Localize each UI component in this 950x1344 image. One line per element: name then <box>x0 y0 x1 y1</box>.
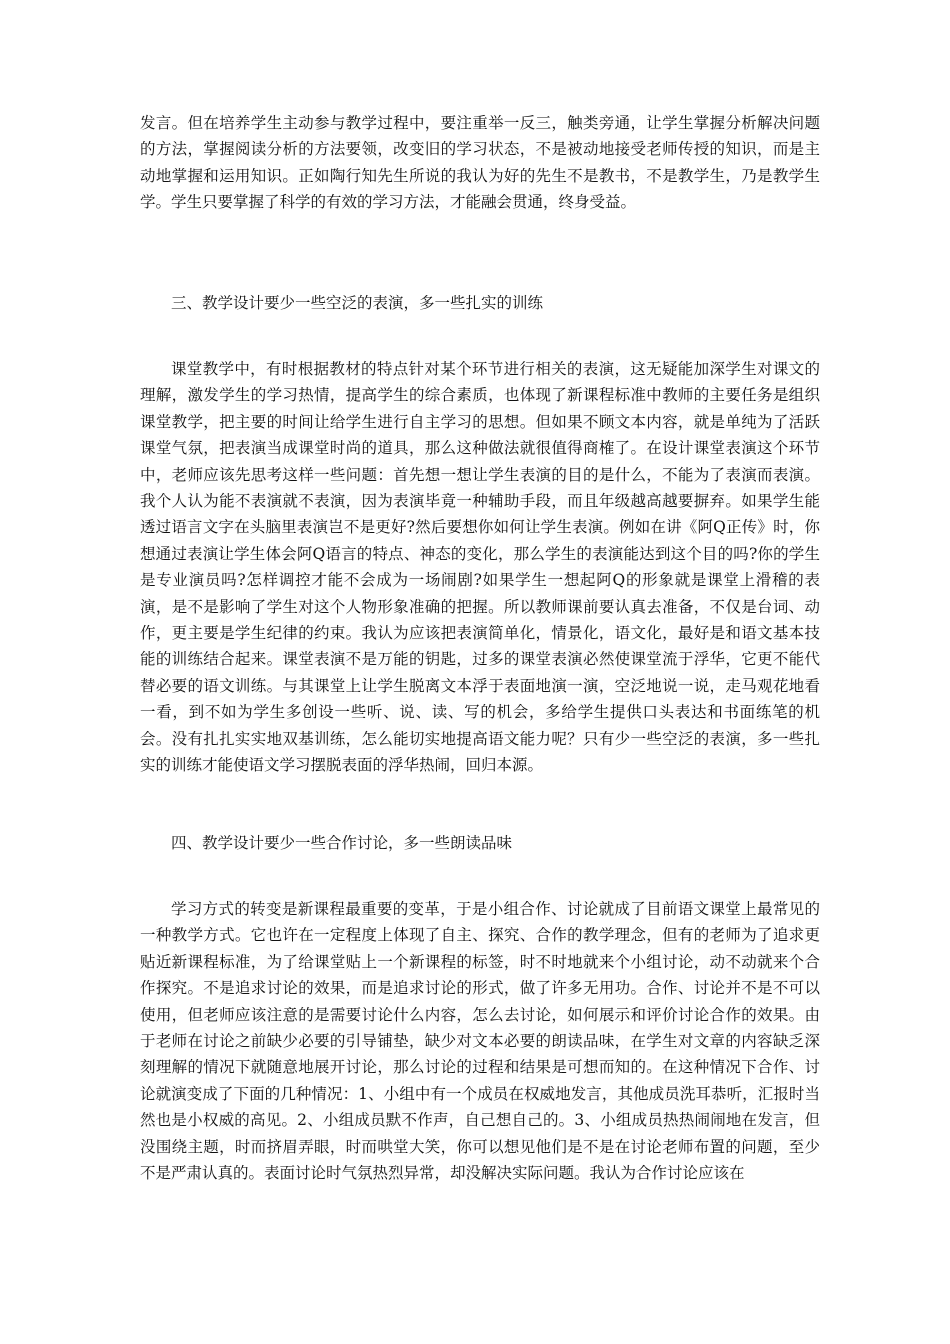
body-paragraph: 学习方式的转变是新课程最重要的变革，于是小组合作、讨论就成了目前语文课堂上最常见的一种教学方式。它也许在一定程度上体现了自主、探究、合作的教学理念，但有的老师为了追求更贴近新课程标准，为了给课堂贴上一个新课程的标签，时不时地就来个小组讨论，动不动就来个合作探究。不是追求讨论的效果，而是追求讨论的形式，做了许多无用功。合作、讨论并不是不可以使用，但老师应该注意的是需要讨论什么内容，怎么去讨论，如何展示和评价讨论合作的效果。由于老师在讨论之前缺少必要的引导铺垫，缺少对文本必要的朗读品味，在学生对文章的内容缺乏深刻理解的情况下就随意地展开讨论，那么讨论的过程和结果是可想而知的。在这种情况下合作、讨论就演变成了下面的几种情况：1、小组中有一个成员在权威地发言，其他成员洗耳恭听，汇报时当然也是小权威的高见。2、小组成员默不作声，自己想自己的。3、小组成员热热闹闹地在发言，但没围绕主题，时而挤眉弄眼，时而哄堂大笑，你可以想见他们是不是在讨论老师布置的问题，至少不是严肃认真的。表面讨论时气氛热烈异常，却没解决实际问题。我认为合作讨论应该在 <box>140 900 820 1183</box>
section-heading: 四、教学设计要少一些合作讨论，多一些朗读品味 <box>171 834 513 852</box>
body-paragraph: 发言。但在培养学生主动参与教学过程中，要注重举一反三，触类旁通，让学生掌握分析解决问题的方法，掌握阅读分析的方法要领，改变旧的学习状态，不是被动地接受老师传授的知识，而是主动地掌握和运用知识。正如陶行知先生所说的我认为好的先生不是教书，不是教学生，乃是教学生学。学生只要掌握了科学的有效的学习方法，才能融会贯通，终身受益。 <box>140 114 820 212</box>
body-paragraph: 课堂教学中，有时根据教材的特点针对某个环节进行相关的表演，这无疑能加深学生对课文的理解，激发学生的学习热情，提高学生的综合素质，也体现了新课程标准中教师的主要任务是组织课堂教学，把主要的时间让给学生进行自主学习的思想。但如果不顾文本内容，就是单纯为了活跃课堂气氛，把表演当成课堂时尚的道具，那么这种做法就很值得商榷了。在设计课堂表演这个环节中，老师应该先思考这样一些问题：首先想一想让学生表演的目的是什么，不能为了表演而表演。我个人认为能不表演就不表演，因为表演毕竟一种辅助手段，而且年级越高越要摒弃。如果学生能透过语言文字在头脑里表演岂不是更好?然后要想你如何让学生表演。例如在讲《阿Q正传》时，你想通过表演让学生体会阿Q语言的特点、神态的变化，那么学生的表演能达到这个目的吗?你的学生是专业演员吗?怎样调控才能不会成为一场闹剧?如果学生一想起阿Q的形象就是课堂上滑稽的表演，是不是影响了学生对这个人物形象准确的把握。所以教师课前要认真去准备，不仅是台词、动作，更主要是学生纪律的约束。我认为应该把表演简单化，情景化，语文化，最好是和语文基本技能的训练结合起来。课堂表演不是万能的钥匙，过多的课堂表演必然使课堂流于浮华，它更不能代替必要的语文训练。与其课堂上让学生脱离文本浮于表面地演一演，空泛地说一说，走马观花地看一看，到不如为学生多创设一些听、说、读、写的机会，多给学生提供口头表达和书面练笔的机会。没有扎扎实实地双基训练，怎么能切实地提高语文能力呢？只有少一些空泛的表演，多一些扎实的训练才能使语文学习摆脱表面的浮华热闹，回归本源。 <box>140 360 820 775</box>
section-heading: 三、教学设计要少一些空泛的表演，多一些扎实的训练 <box>171 294 544 312</box>
